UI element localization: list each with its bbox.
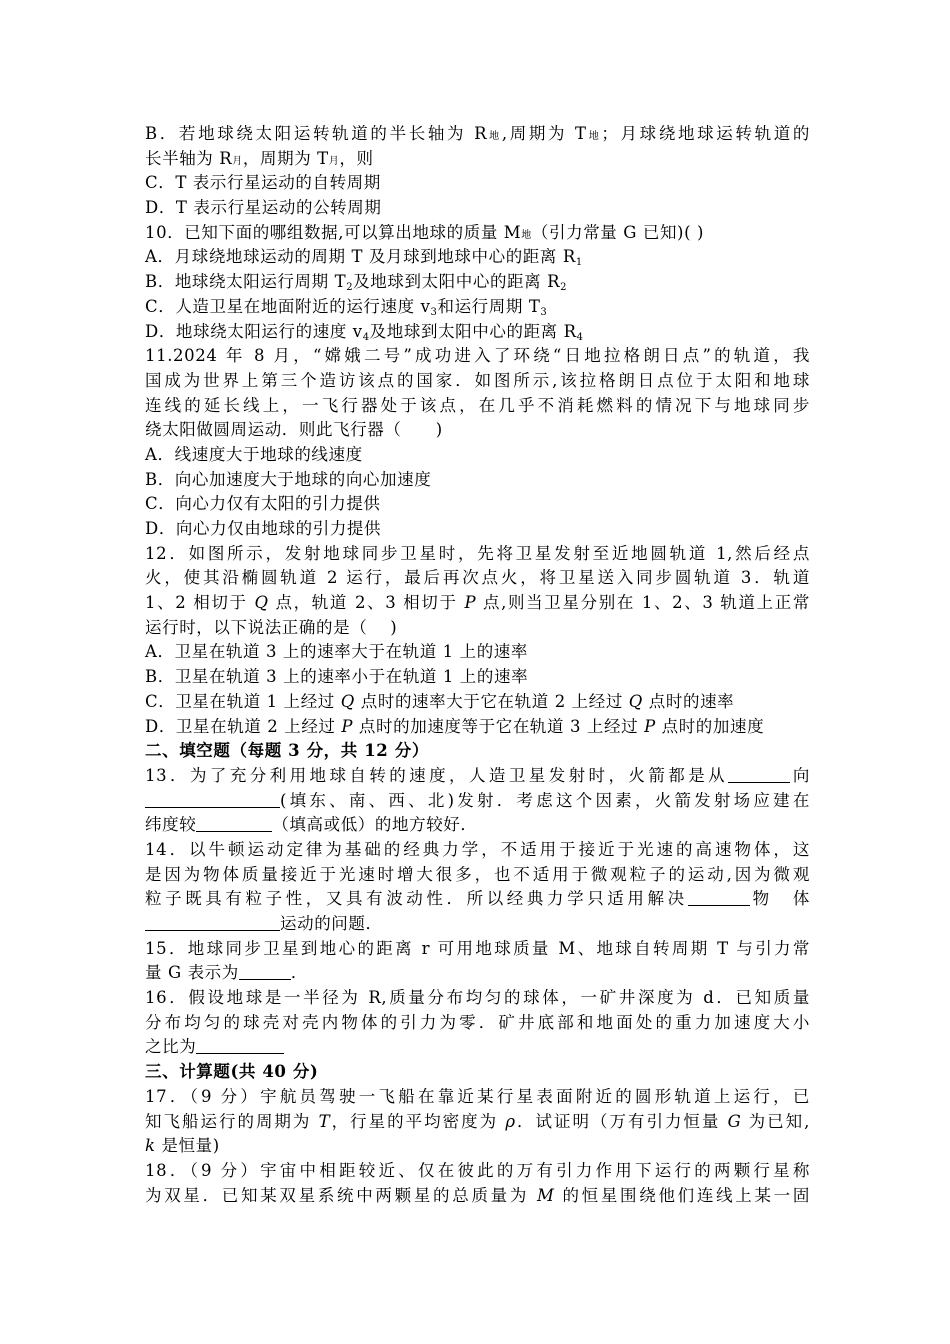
q17-line2: 知飞船运行的周期为 T，行星的平均密度为 ρ．试证明（万有引力恒量 G 为已知, [145,1111,810,1131]
q9-option-d: D．T 表示行星运动的公转周期 [145,198,382,218]
q13-blank-1 [728,765,790,783]
q16-line1: 16．假设地球是一半径为 R,质量分布均匀的球体，一矿井深度为 d．已知质量 [145,988,810,1008]
q9-option-b-line1: B．若地球绕太阳运转轨道的半长轴为 R地,周期为 T地；月球绕地球运转轨道的 [145,124,810,143]
q17-line1: 17．（9 分）宇航员驾驶一飞船在靠近某行星表面附近的圆形轨道上运行，已 [145,1086,810,1106]
section-fill-in-heading: 二、填空题（每题 3 分，共 12 分） [145,741,429,761]
q14-blank-1 [688,888,750,906]
document-page [145,122,810,1208]
q12-option-a: A．卫星在轨道 3 上的速率大于在轨道 1 上的速率 [145,642,528,662]
q11-stem-line4: 绕太阳做圆周运动．则此飞行器（ ) [145,420,443,440]
q14-blank-2 [145,913,280,931]
q13-line3: 纬度较 （填高或低）的地方较好． [145,815,478,835]
q16-line2: 分布均匀的球壳对壳内物体的引力为零．矿井底部和地面处的重力加速度大小 [145,1012,810,1032]
q18-line1: 18．（9 分）宇宙中相距较近、仅在彼此的万有引力作用下运行的两颗行星称 [145,1160,810,1180]
q10-option-a: A．月球绕地球运动的周期 T 及月球到地球中心的距离 $R_1$ [145,247,583,269]
q15-blank [239,962,291,980]
q11-stem-line3: 连线的延长线上，一飞行器处于该点，在几乎不消耗燃料的情况下与地球同步 [145,395,810,415]
q15-line1: 15．地球同步卫星到地心的距离 r 可用地球质量 M、地球自转周期 T 与引力常 [145,938,810,958]
section-calculation-heading: 三、计算题(共 40 分) [145,1062,319,1082]
q11-option-c: C．向心力仅有太阳的引力提供 [145,494,381,514]
q13-line1: 13．为了充分利用地球自转的速度，人造卫星发射时，火箭都是从 向 [145,765,810,785]
q17-line3: k 是恒量) [145,1136,220,1156]
q10-option-b: B．地球绕太阳运行周期 $T_2$及地球到太阳中心的距离 $R_2$ [145,272,568,294]
q12-option-c: C．卫星在轨道 1 上经过 Q 点时的速率大于它在轨道 2 上经过 Q 点时的速率 [145,691,735,711]
q11-stem-line2: 国成为世界上第三个造访该点的国家．如图所示,该拉格朗日点位于太阳和地球 [145,370,810,390]
q14-line2: 是因为物体质量接近于光速时增大很多，也不适用于微观粒子的运动,因为微观 [145,864,810,884]
q12-stem-line2: 火，使其沿椭圆轨道 2 运行，最后再次点火，将卫星送入同步圆轨道 3．轨道 [145,568,810,588]
q13-blank-2 [145,790,280,808]
q12-option-b: B．卫星在轨道 3 上的速率小于在轨道 1 上的速率 [145,667,529,687]
q14-line3: 粒子既具有粒子性，又具有波动性．所以经典力学只适用解决 物 体 [145,889,810,909]
q15-line2: 量 G 表示为 ． [145,963,308,983]
q12-stem-line4: 运行时，以下说法正确的是（ ) [145,617,398,637]
q14-line1: 14．以牛顿运动定律为基础的经典力学，不适用于接近于光速的高速物体，这 [145,839,810,859]
q10-option-c: C．人造卫星在地面附近的运行速度 $v_3$和运行周期 $T_3$ [145,296,548,318]
q16-blank [196,1036,284,1054]
q9-option-c: C．T 表示行星运动的自转周期 [145,173,381,193]
q14-line4: 运动的问题． [145,912,810,937]
q11-stem-line1: 11.2024 年 8 月，“嫦娥二号”成功进入了环绕“日地拉格朗日点”的轨道，我 [145,346,810,366]
q18-line2: 为双星．已知某双星系统中两颗星的总质量为 M 的恒星围绕他们连线上某一固 [145,1185,810,1205]
q13-blank-3 [196,814,272,832]
q16-line3: 之比为 [145,1035,810,1060]
q11-option-a: A．线速度大于地球的线速度 [145,444,363,464]
q10-option-d: D．地球绕太阳运行的速度 $v_4$及地球到太阳中心的距离 $R_4$ [145,321,584,343]
q9-option-b-line2: 长半轴为 R月，周期为 T月，则 [145,148,374,168]
q10-stem: 10．已知下面的哪组数据,可以算出地球的质量 M地（引力常量 G 已知)( ) [145,222,705,242]
q11-option-b: B．向心加速度大于地球的向心加速度 [145,469,432,489]
q12-option-d: D．卫星在轨道 2 上经过 P 点时的加速度等于它在轨道 3 上经过 P 点时的加速度 [145,716,765,736]
q11-option-d: D．向心力仅由地球的引力提供 [145,519,382,538]
q12-stem-line3: 1、2 相切于 Q 点，轨道 2、3 相切于 P 点,则当卫星分别在 1、2、3 轨道上正常 [145,593,810,613]
q13-line2: (填东、南、西、北)发射．考虑这个因素，火箭发射场应建在 [145,789,810,814]
q12-stem-line1: 12．如图所示，发射地球同步卫星时，先将卫星发射至近地圆轨道 1,然后经点 [145,543,810,563]
